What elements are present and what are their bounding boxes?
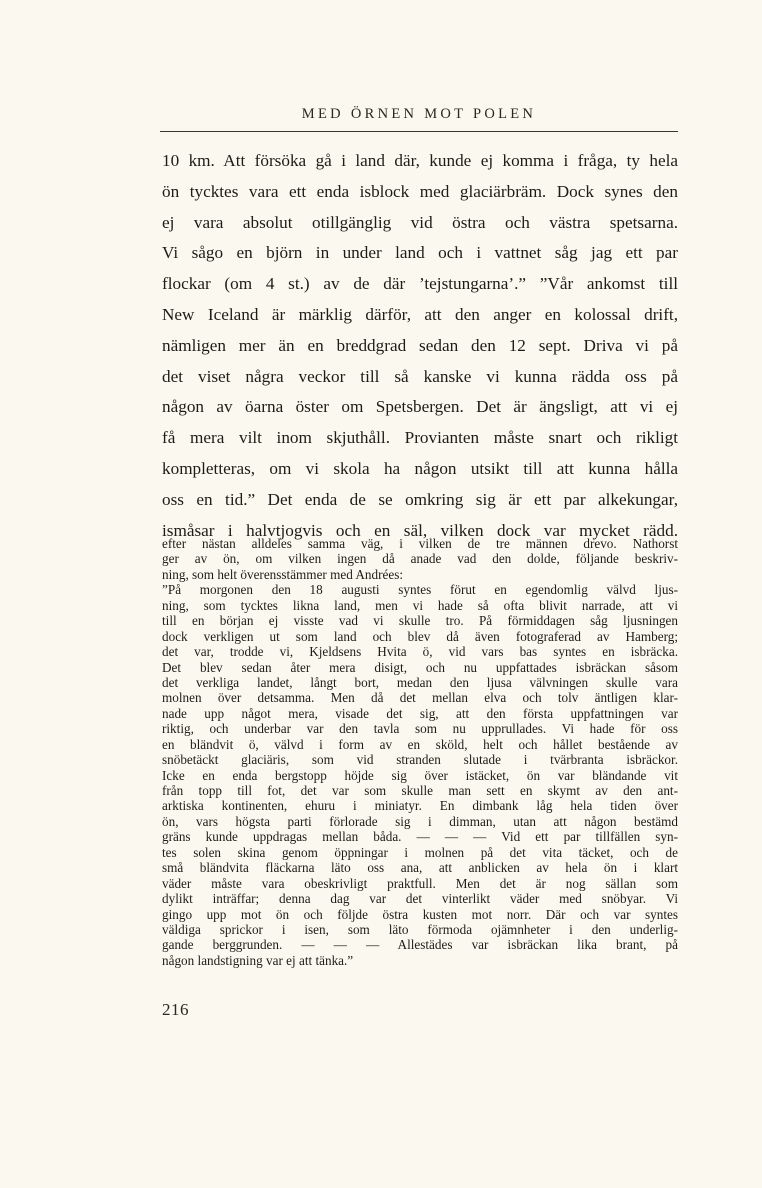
footnote-line: gingo upp mot ön och följde östra kusten mot norr. Där och var syntes (162, 906, 678, 922)
footnote-line: arktiska kontinenten, ehuru i miniatyr. En dimbank låg hela tiden över (162, 798, 678, 814)
body-text-line: New Iceland är märklig därför, att den anger en kolossal drift, (162, 304, 678, 324)
running-head: MED ÖRNEN MOT POLEN (301, 106, 537, 122)
footnote-line: en bländvit ö, välvd i form av en sköld, helt och hållet bestående av (162, 736, 678, 752)
footnote-line: riktig, och underbar var den tavla som nu upprullades. Vi hade för oss (162, 721, 678, 737)
footnote-line: snöbetäckt glaciäris, som vid stranden slutade i tvärbranta isbräckor. (162, 752, 678, 768)
body-text-line: någon av öarna öster om Spetsbergen. Det är ängsligt, att vi ej (162, 397, 678, 417)
footnote-line: gräns kunde uppdragas mellan båda. — — — Vid ett par tillfällen syn- (162, 829, 678, 845)
footnote-line: dock verkligen ut som land och blev då även fotograferad av Hamberg; (162, 628, 678, 644)
page-number: 216 (162, 1000, 189, 1019)
footnote (162, 536, 678, 968)
footnote-line: efter nästan alldeles samma väg, i vilken de tre männen drevo. Nathorst (162, 536, 678, 551)
footnote-line: små bländvita fläckarna läto oss ana, att anblicken av hela ön i klart (162, 860, 678, 876)
footnote-line: till en början ej visste vad vi skulle tro. På förmiddagen såg ljusningen (162, 613, 678, 629)
footnote-line: molnen över detsamma. Men då det mellan elva och tolv äntligen klar- (162, 690, 678, 706)
body-text-line: kompletteras, om vi skola ha någon utsikt till att kunna hålla (162, 458, 678, 478)
footnote-line: ön, vars högsta parti förlorade sig i dimman, utan att någon bestämd (162, 813, 678, 829)
main-text (162, 146, 678, 546)
body-text-line: få mera vilt inom skjuthåll. Provianten måste snart och rikligt (162, 428, 678, 448)
body-text-line: oss en tid.” Det enda de se omkring sig är ett par alkekungar, (162, 489, 678, 509)
body-text-line: ön tycktes vara ett enda isblock med glaciärbräm. Dock synes den (162, 181, 678, 201)
footnote-line: gande berggrunden. — — — Allestädes var isbräckan lika brant, på (162, 937, 678, 953)
footnote-line: det var, trodde vi, Kjeldsens Hvita ö, vid vars bas syntes en isbräcka. (162, 644, 678, 660)
footnote-line: dylikt inträffar; denna dag var det vinterlikt väder med snöbyar. Vi (162, 891, 678, 907)
footnote-line: Det blev sedan åter mera disigt, och nu uppfattades isbräckan såsom (162, 659, 678, 675)
footnote-line: från topp till fot, det var som skulle man sett en skymt av den ant- (162, 783, 678, 798)
body-text-line: ej vara absolut otillgänglig vid östra och västra spetsarna. (162, 212, 678, 232)
body-text-line: ismåsar i halvtjogvis och en säl, vilken dock var mycket rädd. (162, 520, 678, 540)
body-text-line: flockar (om 4 st.) av de där ’tejstungarna’.” ”Vår ankomst till (162, 274, 678, 294)
footnote-line: väldiga sprickor i isen, som läto förmoda ojämnheter i den underlig- (162, 921, 678, 937)
footnote-line: ning, som tycktes likna land, men vi hade så ofta blivit narrade, att vi (162, 597, 678, 613)
footnote-line: tes solen skina genom öppningar i molnen på det vita täcket, och de (162, 844, 678, 860)
body-text-line: nämligen mer än en breddgrad sedan den 12 sept. Driva vi på (162, 335, 678, 355)
footnote-line: nade upp något mera, visade det sig, att den första uppfattningen var (162, 705, 678, 721)
body-text-line: det viset några veckor till så kanske vi kunna rädda oss på (162, 366, 678, 386)
footnote-line: någon landstigning var ej att tänka.” (162, 952, 354, 968)
body-text-line: Vi sågo en björn in under land och i vattnet såg jag ett par (162, 243, 678, 263)
footnote-line: ”På morgonen den 18 augusti syntes förut en egendomlig välvd ljus- (162, 582, 678, 598)
footnote-line: ger av ön, om vilken ingen då anade vad den dolde, följande beskriv- (162, 551, 678, 567)
footnote-line: ning, som helt överensstämmer med Andrées: (162, 566, 403, 582)
header-rule (160, 131, 678, 132)
footnote-line: väder måste vara obeskrivligt praktfull. Men det är nog sällan som (162, 875, 678, 891)
footnote-line: det verkliga landet, långt bort, medan den ljusa välvningen skulle vara (162, 674, 678, 690)
footnote-line: Icke en enda bergstopp höjde sig över istäcket, ön var bländande vit (162, 767, 678, 783)
body-text-line: 10 km. Att försöka gå i land där, kunde ej komma i fråga, ty hela (162, 151, 678, 170)
